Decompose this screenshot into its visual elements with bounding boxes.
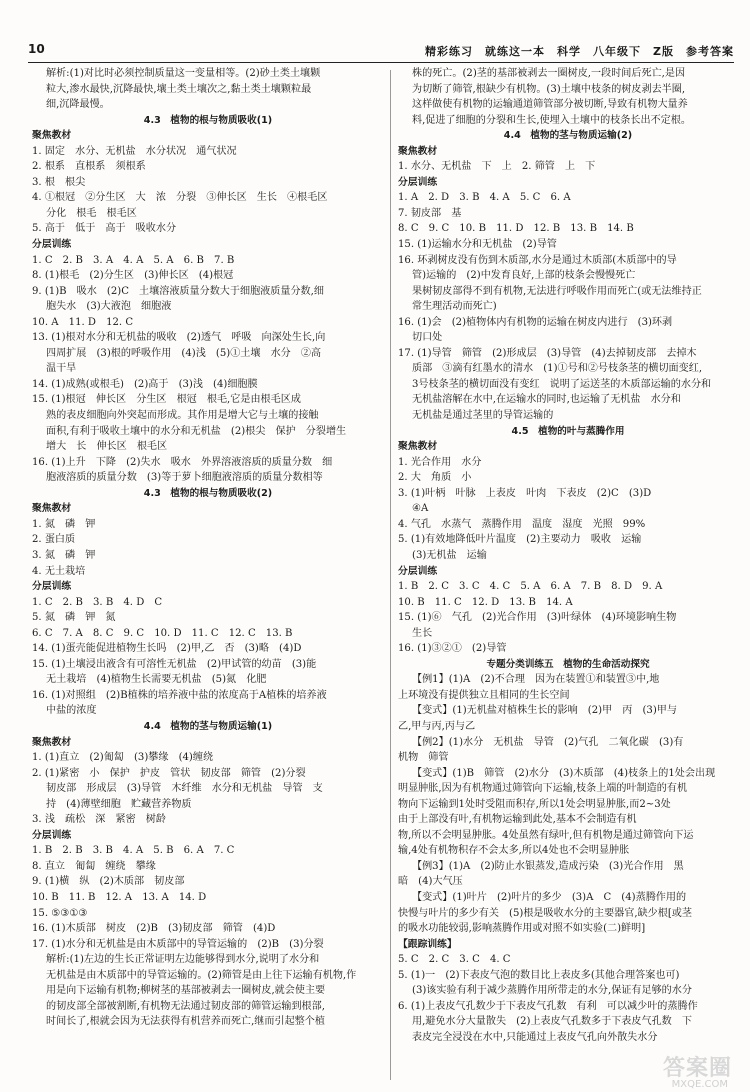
answer-line: 【例1】(1)A (2)不合理 因为在装置①和装置③中,地 [412,674,660,686]
subsection-heading: 分层训练 [32,239,72,251]
answer-line: 熟的表皮细胞向外突起而形成。其作用是增大它与土壤的接触 [46,410,319,422]
answer-line: 1. B 2. C 3. C 4. C 5. A 6. A 7. B 8. D 9. A [398,581,663,593]
answer-line: 【例2】(1)水分 无机盐 导管 (2)气孔 二氧化碳 (3)有 [412,736,684,748]
watermark-logo: 答案圈 [662,1056,732,1081]
answer-line: 用,避免水分大量散失 (2)上表皮气孔数多于下表皮气孔数 下 [412,1016,692,1028]
section-title: 专题分类训练五 植物的生命活动探究 [486,658,650,670]
answer-line: 3号枝条茎的横切面没有变红 说明了运送茎的木质部运输的水分和 [412,378,712,390]
answer-line: 1. 固定 水分、无机盐 水分状况 通气状况 [32,145,237,157]
answer-line: 1. B 2. B 3. B 4. A 5. B 6. A 7. C [32,845,235,857]
answer-line: 暗 (4)大气压 [398,876,463,888]
answer-line: 的韧皮部全部被割断,有机物无法通过韧皮部的筛管运输到根部, [46,1000,325,1012]
subsection-heading: 聚焦教材 [398,441,438,453]
answer-line: 【变式】(1)叶片 (2)叶片的多少 (3)A C (4)蒸腾作用的 [412,891,687,903]
answer-line: 增大 长 伸长区 根毛区 [46,441,168,453]
answer-line: 15. (1)根冠 伸长区 分生区 根冠 根毛,它是由根毛区成 [32,394,301,406]
section-title: 4.5 植物的叶与蒸腾作用 [511,425,625,437]
page-header [28,42,734,62]
answer-line: 3. 浅 疏松 深 紧密 树龄 [32,814,166,826]
answer-line: 15. (1)运输水分和无机盐 (2)导管 [398,239,557,251]
answer-line: 6. (1)上表皮气孔数少于下表皮气孔数 有利 可以减少叶的蒸腾作 [398,1000,698,1012]
answer-line: 3. (1)叶柄 叶脉 上表皮 叶肉 下表皮 (2)C (3)D [398,487,652,499]
answer-line: 5. 高于 低于 高于 吸收水分 [32,223,177,235]
answer-line: 3. 根 根尖 [32,176,86,188]
header-title: 精彩练习 就练这一本 科学 八年级下 Z版 参考答案 [425,45,734,58]
answer-line: 无土栽培 (4)植物生长需要无机盐 (5)氮 化肥 [46,674,267,686]
answer-line: 胞失水 (3)大液泡 细胞液 [46,301,172,313]
subsection-heading: 聚焦教材 [398,145,438,157]
answer-line: 输,4处有机物积存不会太多,所以4处也不会明显肿胀 [398,845,630,857]
answer-line: ④A [412,503,429,515]
answer-line: 9. (1)B 吸水 (2)C 土壤溶液质量分数大于细胞液质量分数,细 [32,285,324,297]
answer-line: 【变式】(1)无机盐对植株生长的影响 (2)甲 丙 (3)甲与 [412,705,677,717]
answer-line: 1. C 2. B 3. A 4. A 5. A 6. B 7. B [32,254,235,266]
column-divider [390,70,391,1080]
answer-line: 14. (1)蛋壳能促进植物生长吗 (2)甲,乙 否 (3)略 (4)D [32,643,302,655]
answer-line: 这样做使有机物的运输通道筛管部分被切断,导致有机物大量养 [412,99,688,111]
answer-line: 14. (1)成熟(或根毛) (2)高于 (3)浅 (4)细胞膜 [32,378,258,390]
answer-line: 管)运输的 (2)中发育良好,上部的枝条会慢慢死亡 [412,270,636,282]
answer-line: 质部 ③滴有红墨水的清水 (1)①号和②号枝条茎的横切面变红, [412,363,703,375]
answer-line: 粒大,渗水最快,沉降最快,壤土类土壤次之,黏土类土壤颗粒最 [46,83,312,95]
answer-line: 解析:(1)对比时必须控制质量这一变量相等。(2)砂土类土壤颗 [46,68,321,79]
answer-line: 1. (1)直立 (2)匍匐 (3)攀缘 (4)缠绕 [32,752,214,764]
answer-line: 持 (4)薄壁细胞 贮藏营养物质 [46,798,192,810]
answer-line: 胞液溶质的质量分数 (3)等于萝卜细胞液溶质的质量分数相等 [46,472,323,484]
answer-line: 16. (1)上升 下降 (2)失水 吸水 外界溶液溶质的质量分数 细 [32,456,333,468]
answer-line: 10. B 11. B 12. A 13. A 14. D [32,891,207,903]
answer-line: 无机盐是由木质部中的导管运输的。(2)筛管是由上往下运输有机物,作 [46,969,357,981]
answer-line: 【变式】(1)B 筛管 (2)水分 (3)木质部 (4)枝条上的1处会出现 [412,767,716,779]
answer-line: (3)无机盐 运输 [412,549,487,561]
answer-line: 17. (1)导管 筛管 (2)形成层 (3)导管 (4)去掉韧皮部 去掉木 [398,347,697,359]
answer-line: 用是向下运输有机物;柳树茎的基部被剥去一圈树皮,就会使主要 [46,985,326,997]
answer-line: 5. (1)有效地降低叶片温度 (2)主要动力 吸收 运输 [398,534,642,546]
answer-line: 株的死亡。(2)茎的基部被剥去一圈树皮,一段时间后死亡,是因 [412,68,686,79]
page-number: 10 [28,42,45,56]
answer-line: 7. 韧皮部 基 [398,207,462,219]
answer-line: 2. 根系 直根系 须根系 [32,161,146,173]
answer-line: 4. ①根冠 ②分生区 大 浓 分裂 ③伸长区 生长 ④根毛区 [32,192,328,204]
answer-line: 16. (1)会 (2)植物体内有机物的运输在树皮内进行 (3)环剥 [398,316,673,328]
answer-line: 中盐的浓度 [46,705,97,717]
answer-line: 1. 光合作用 水分 [398,456,482,468]
answer-line: 15. (1)土壤浸出液含有可溶性无机盐 (2)甲试管的幼苗 (3)能 [32,658,317,670]
answer-line: 由于上部没有叶,有机物运输到此处,基本不会制造有机 [398,814,637,826]
answer-line: 8. C 9. C 10. B 11. D 12. B 13. B 14. B [398,223,634,235]
subsection-heading: 聚焦教材 [32,736,72,748]
answer-line: 时间长了,根就会因为无法获得有机营养而死亡,继而引起整个植 [46,1016,325,1028]
header-rule [28,62,734,63]
answer-line: 17. (1)水分和无机盐是由木质部中的导管运输的 (2)B (3)分裂 [32,938,324,950]
answer-line: 6. C 7. A 8. C 9. C 10. D 11. C 12. C 13. B [32,627,293,639]
answer-line: 面积,有利于吸收土壤中的水分和无机盐 (2)根尖 保护 分裂增生 [46,425,347,437]
answer-line: 物向下运输到1处时受阻而积存,所以1处会明显肿胀,而2~3处 [398,798,671,810]
answer-line: 为切断了筛管,根缺少有机物。(3)土壤中枝条的树皮剥去半圈, [412,83,686,95]
answer-line: 3. 氮 磷 钾 [32,549,96,561]
answer-line: 果树韧皮部得不到有机物,无法进行呼吸作用而死亡(或无法维持正 [412,285,702,297]
answer-line: 10. B 11. C 12. D 13. B 14. A [398,596,573,608]
answer-line: 明显肿胀,因为有机物通过筛管向下运输,枝条上端的叶制造的有机 [398,783,688,795]
answer-line: 16. (1)木质部 树皮 (2)B (3)韧皮部 筛管 (4)D [32,923,276,935]
answer-line: 无机盐溶解在水中,在运输水的同时,也运输了无机盐 水分和 [412,394,681,406]
answer-line: 4. 无土栽培 [32,565,86,577]
answer-line: (3)该实验有利于减少蒸腾作用所带走的水分,保证有足够的水分 [412,985,692,997]
subsection-heading: 【跟踪训练】 [398,938,457,950]
answer-line: 1. 水分、无机盐 下 上 2. 筛管 上 下 [398,161,596,173]
answer-line: 1. 氮 磷 钾 [32,518,96,530]
subsection-heading: 分层训练 [32,829,72,841]
answer-line: 5. 氮 磷 钾 氮 [32,612,116,624]
answer-line: 2. (1)紧密 小 保护 护皮 管状 韧皮部 筛管 (2)分裂 [32,767,306,779]
answer-line: 物,所以不会明显肿胀。4处虽然有绿叶,但有机物是通过筛管向下运 [398,829,694,841]
answer-line: 1. A 2. D 3. B 4. A 5. C 6. A [398,192,571,204]
answer-line: 快慢与叶片的多少有关 (5)根是吸收水分的主要器官,缺少根[或茎 [398,907,692,919]
answer-line: 切口处 [412,332,443,344]
answer-line: 韧皮部 形成层 (3)导管 木纤维 水分和无机盐 导管 支 [46,783,323,795]
section-title: 4.4 植物的茎与物质运输(1) [143,720,273,732]
answer-line: 2. 蛋白质 [32,534,76,546]
subsection-heading: 聚焦教材 [32,503,72,515]
answer-line: 16. 环剥树皮没有伤到木质部,水分是通过木质部(木质部中的导 [398,254,677,266]
subsection-heading: 分层训练 [398,176,438,188]
answer-line: 常生理活动而死亡) [412,301,497,313]
answer-line: 乙,甲与丙,丙与乙 [398,720,476,732]
answer-line: 四周扩展 (3)根的呼吸作用 (4)浅 (5)①土壤 水分 ②高 [46,347,322,359]
answer-line: 16. (1)③②① (2)导管 [398,643,507,655]
answer-line: 料,促进了细胞的分裂和生长,使埋入土壤中的枝条长出不定根。 [412,114,691,126]
answer-line: 细,沉降最慢。 [46,99,110,111]
answer-line: 生长 [412,627,433,639]
left-column [32,66,384,1030]
answer-line: 分化 根毛 根毛区 [46,207,137,219]
answer-line: 无机盐是通过茎里的导管运输的 [412,410,554,422]
subsection-heading: 分层训练 [398,565,438,577]
answer-line: 温干旱 [46,363,77,375]
section-title: 4.3 植物的根与物质吸收(1) [143,114,273,126]
answer-line: 的吸水功能较弱,影响蒸腾作用或对照不如实验(二)鲜明] [398,923,646,935]
answer-line: 表皮完全浸没在水中,只能通过上表皮气孔向外散失水分 [412,1031,658,1043]
answer-line: 8. 直立 匍匐 缠绕 攀缘 [32,860,156,872]
subsection-heading: 聚焦教材 [32,130,72,142]
answer-line: 1. C 2. B 3. B 4. D C [32,596,163,608]
section-title: 4.4 植物的茎与物质运输(2) [503,130,633,142]
answer-line: 4. 气孔 水蒸气 蒸腾作用 温度 湿度 光照 99% [398,518,646,530]
answer-line: 2. 大 角质 小 [398,472,472,484]
answer-line: 解析:(1)左边的生长正常证明左边能够得到水分,说明了水分和 [46,954,320,966]
answer-line: 10. A 11. D 12. C [32,316,134,328]
answer-line: 机物 筛管 [398,752,449,764]
answer-line: 16. (1)对照组 (2)B植株的培养液中盐的浓度高于A植株的培养液 [32,689,327,701]
answer-line: 上环境没有提供独立且相同的生长空间 [398,689,570,701]
right-column [398,66,738,1045]
answer-line: 5. (1)一 (2)下表皮气泡的数目比上表皮多(其他合理答案也可) [398,969,680,981]
answer-line: 5. C 2. C 3. C 4. C [398,954,511,966]
answer-line: 13. (1)根对水分和无机盐的吸收 (2)透气 呼吸 向深处生长,向 [32,332,326,344]
watermark-url: MXQE.COM [671,1079,728,1090]
section-title: 4.3 植物的根与物质吸收(2) [143,487,273,499]
subsection-heading: 分层训练 [32,581,72,593]
answer-line: 【例3】(1)A (2)防止水银蒸发,造成污染 (3)光合作用 黑 [412,860,684,872]
answer-line: 15. (1)⑥ 气孔 (2)光合作用 (3)叶绿体 (4)环境影响生物 [398,612,677,624]
answer-line: 9. (1)横 纵 (2)木质部 韧皮部 [32,876,185,888]
answer-line: 8. (1)根毛 (2)分生区 (3)伸长区 (4)根冠 [32,270,234,282]
answer-line: 15. ⑤③①③ [32,907,88,919]
